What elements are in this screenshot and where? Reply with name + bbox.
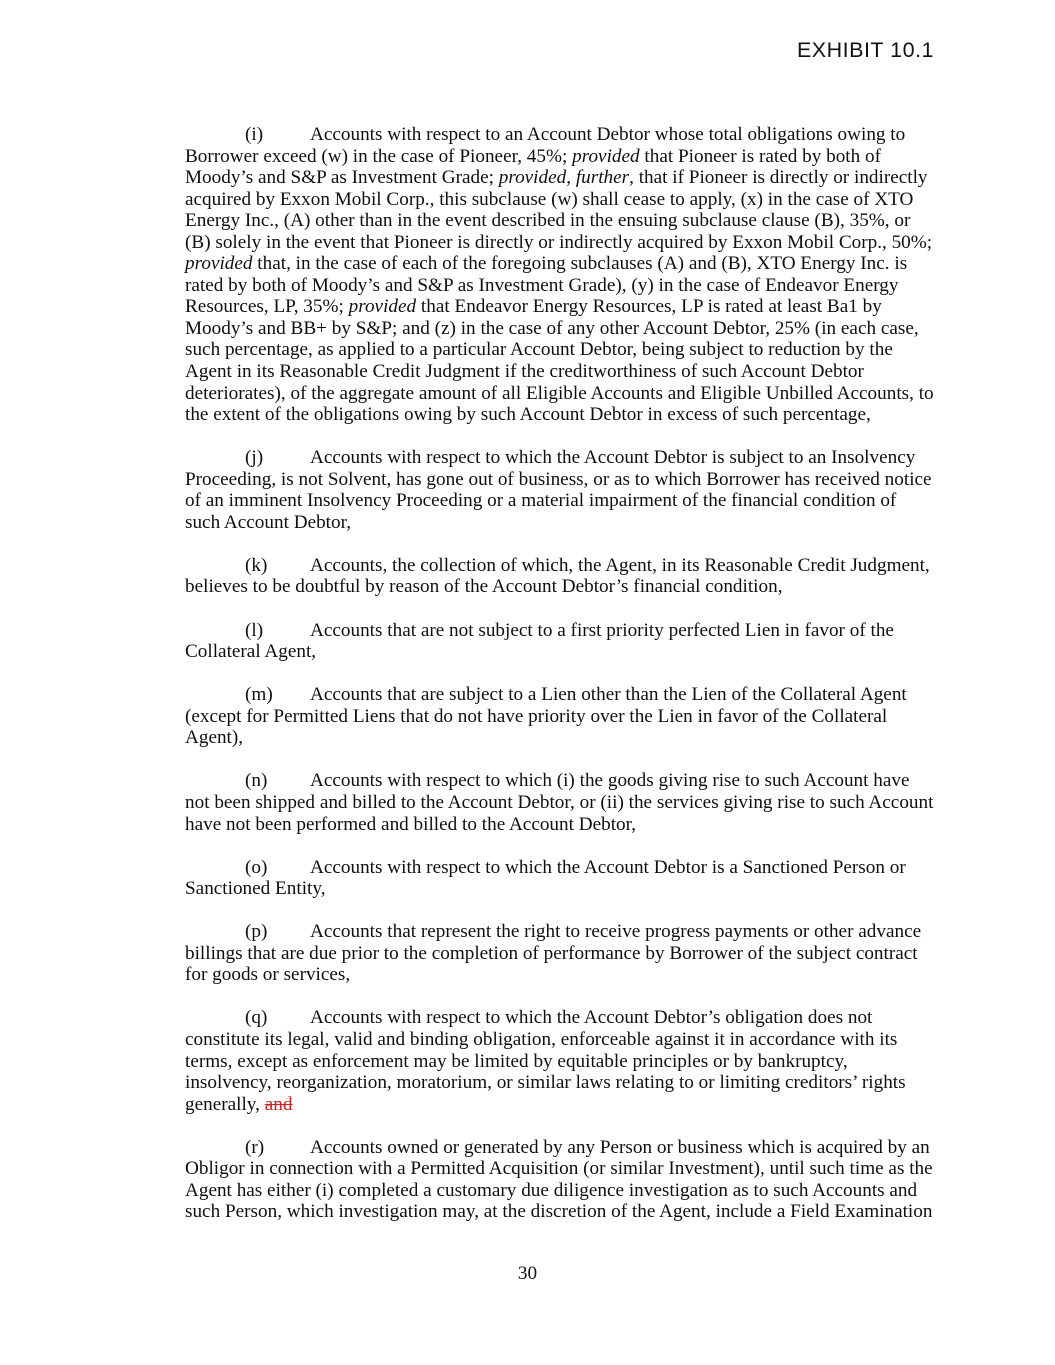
text-segment: provided — [498, 167, 567, 189]
paragraph-j — [185, 447, 935, 533]
text-segment: that Pioneer is rated by both of Moody’s and S&P as Investment Grade; — [185, 145, 881, 189]
paragraph-o — [185, 857, 935, 900]
text-segment: , that if Pioneer is directly or indirectly acquired by Exxon Mobil Corp., this subclause (w) shall cease to apply, (x) in the case of XTO Energy Inc., (A) other than in the event described in the ensuing subclause clause (B), 35%, or (B) solely in the event that Pioneer is directly or indirectly acquired by Exxon Mobil Corp., 50%; — [185, 167, 933, 253]
paragraph-label: (q) — [245, 1007, 268, 1029]
paragraph-label: (i) — [245, 124, 264, 145]
paragraph-i — [185, 124, 935, 426]
text-segment: Accounts with respect to which the Account Debtor is subject to an Insolvency Proceeding, is not Solvent, has gone out of business, or as to which Borrower has received notice of an imminent Insolvency Proceeding or a material impairment of the financial condition of such Account Debtor, — [185, 447, 932, 533]
paragraph-label: (r) — [245, 1136, 265, 1158]
paragraph-label: (k) — [245, 554, 268, 576]
text-segment: Accounts with respect to which the Account Debtor is a Sanctioned Person or Sanctioned Entity, — [185, 856, 906, 900]
paragraph-label: (n) — [245, 770, 268, 792]
text-segment: that, in the case of each of the foregoing subclauses (A) and (B), XTO Energy Inc. is rated by both of Moody’s and S&P as Investment Grade), (y) in the case of Endeavor Energy Resources, LP, 35%; — [185, 253, 908, 318]
paragraph-r — [185, 1137, 935, 1223]
paragraph-q — [185, 1007, 935, 1115]
text-segment: Accounts that represent the right to receive progress payments or other advance billings that are due prior to the completion of performance by Borrower of the subject contract for goods or services, — [185, 921, 922, 986]
paragraph-l — [185, 620, 935, 663]
paragraph-label: (m) — [245, 684, 273, 706]
paragraph-m — [185, 684, 935, 749]
deleted-text: and — [264, 1093, 293, 1115]
text-segment: that Endeavor Energy Resources, LP is rated at least Ba1 by Moody’s and BB+ by S&P; and (z) in the case of any other Account Debtor, 25% (in each case, such percentage, as applied to a particular Account Debtor, being subject to reduction by the Agent in its Reasonable Credit Judgment if the creditworthiness of such Account Debtor deteriorates), of the aggregate amount of all Eligible Accounts and Eligible Unbilled Accounts, to the extent of the obligations owing by such Account Debtor in excess of such percentage, — [185, 296, 934, 426]
text-segment: provided — [185, 253, 253, 275]
paragraph-label: (p) — [245, 921, 268, 943]
text-segment: provided — [348, 296, 417, 318]
paragraph-label: (o) — [245, 856, 268, 878]
text-segment: provided — [572, 145, 640, 167]
text-segment: Accounts with respect to which (i) the goods giving rise to such Account have not been shipped and billed to the Account Debtor, or (ii) the services giving rise to such Account have not been performed and billed to the Account Debtor, — [185, 770, 934, 835]
text-segment: Accounts that are not subject to a first priority perfected Lien in favor of the Collateral Agent, — [185, 619, 894, 663]
text-segment: Accounts, the collection of which, the Agent, in its Reasonable Credit Judgment, believes to be doubtful by reason of the Account Debtor’s financial condition, — [185, 554, 930, 598]
text-segment: further — [575, 167, 630, 189]
paragraph-p — [185, 921, 935, 986]
paragraph-label: (j) — [245, 447, 264, 469]
paragraph-n — [185, 770, 935, 835]
page-number: 30 — [517, 1263, 538, 1284]
text-segment: Accounts with respect to an Account Debtor whose total obligations owing to Borrower exceed (w) in the case of Pioneer, 45%; — [185, 124, 906, 167]
exhibit-header: EXHIBIT 10.1 — [796, 38, 934, 62]
paragraph-k — [185, 555, 935, 598]
text-segment: Accounts that are subject to a Lien other than the Lien of the Collateral Agent (except for Permitted Liens that do not have priority over the Lien in favor of the Collateral Agent), — [185, 684, 907, 749]
document-body — [185, 124, 935, 1244]
paragraph-label: (l) — [245, 619, 264, 641]
text-segment: Accounts owned or generated by any Person or business which is acquired by an Obligor in connection with a Permitted Acquisition (or similar Investment), until such time as the Agent has either (i) completed a customary due diligence investigation as to such Accounts and such Person, which investigation may, at the discretion of the Agent, include a Field Examination — [185, 1136, 933, 1223]
text-segment: Accounts with respect to which the Account Debtor’s obligation does not constitute its legal, valid and binding obligation, enforceable against it in accordance with its terms, except as enforcement may be limited by equitable principles or by bankruptcy, insolvency, reorganization, moratorium, or similar laws relating to or limiting creditors’ rights generally, — [185, 1007, 906, 1115]
text-segment: , — [566, 167, 576, 189]
